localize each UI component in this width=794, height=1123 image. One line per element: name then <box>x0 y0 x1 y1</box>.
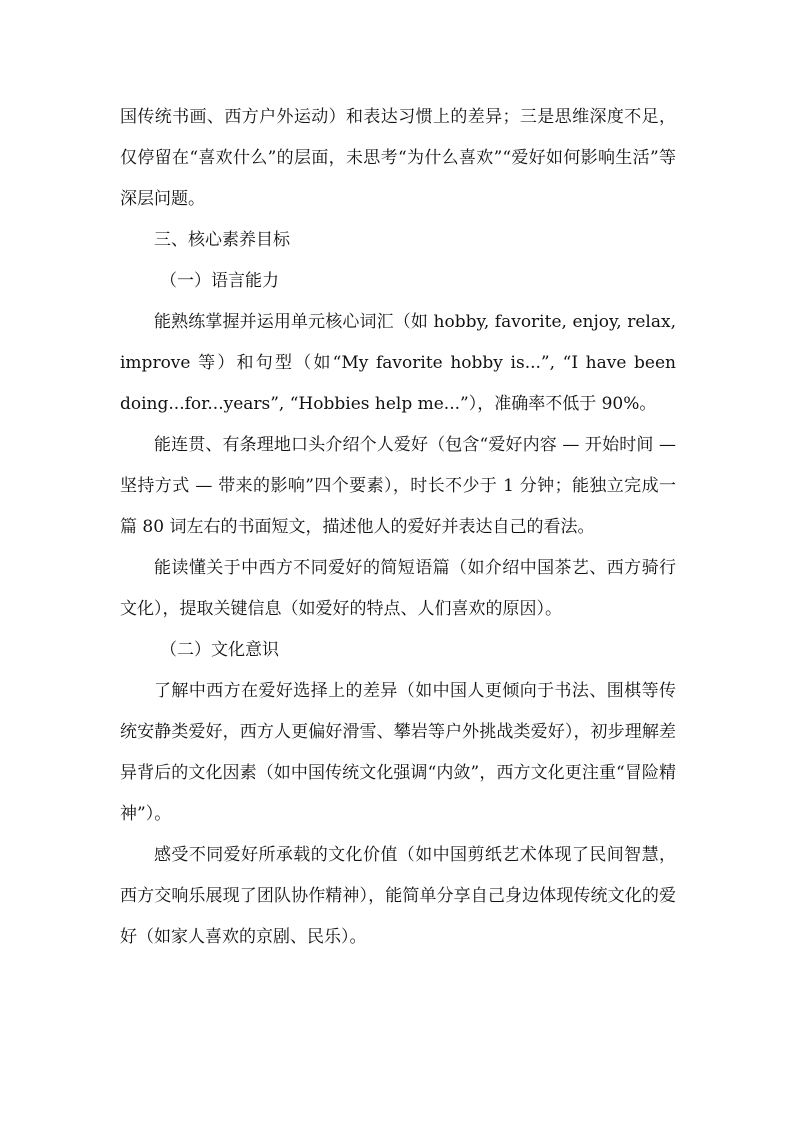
document-body <box>120 97 676 958</box>
subheading-cultural-awareness: （二）文化意识 <box>160 640 279 660</box>
paragraph-reading-goal: 能读懂关于中西方不同爱好的简短语篇（如介绍中国茶艺、西方骑行文化），提取关键信息（如爱好的特点、人们喜欢的原因）。 <box>120 558 676 619</box>
subheading-language-ability: （一）语言能力 <box>160 271 279 291</box>
paragraph-cultural-values: 感受不同爱好所承载的文化价值（如中国剪纸艺术体现了民间智慧，西方交响乐展现了团队协作精神），能简单分享自己身边体现传统文化的爱好（如家人喜欢的京剧、民乐）。 <box>120 845 676 947</box>
paragraph-vocabulary-goal: 能熟练掌握并运用单元核心词汇（如 hobby, favorite, enjoy, relax, improve 等）和句型（如“My favorite hobby is...”, “I have been doing...for...years”, “Hobbies help me...”），准确率不低于 90%。 <box>120 312 676 414</box>
paragraph-speaking-writing-goal: 能连贯、有条理地口头介绍个人爱好（包含“爱好内容 — 开始时间 — 坚持方式 — 带来的影响”四个要素），时长不少于 1 分钟；能独立完成一篇 80 词左右的书面短文，描述他人的爱好并表达自己的看法。 <box>120 435 676 537</box>
paragraph-cultural-differences: 了解中西方在爱好选择上的差异（如中国人更倾向于书法、围棋等传统安静类爱好，西方人更偏好滑雪、攀岩等户外挑战类爱好），初步理解差异背后的文化因素（如中国传统文化强调“内敛”，西方文化更注重“冒险精神”）。 <box>120 681 676 824</box>
section-heading-core-literacy-goals: 三、核心素养目标 <box>154 230 290 250</box>
paragraph-continuation: 国传统书画、西方户外运动）和表达习惯上的差异；三是思维深度不足，仅停留在“喜欢什么”的层面，未思考“为什么喜欢”“爱好如何影响生活”等深层问题。 <box>120 107 676 209</box>
